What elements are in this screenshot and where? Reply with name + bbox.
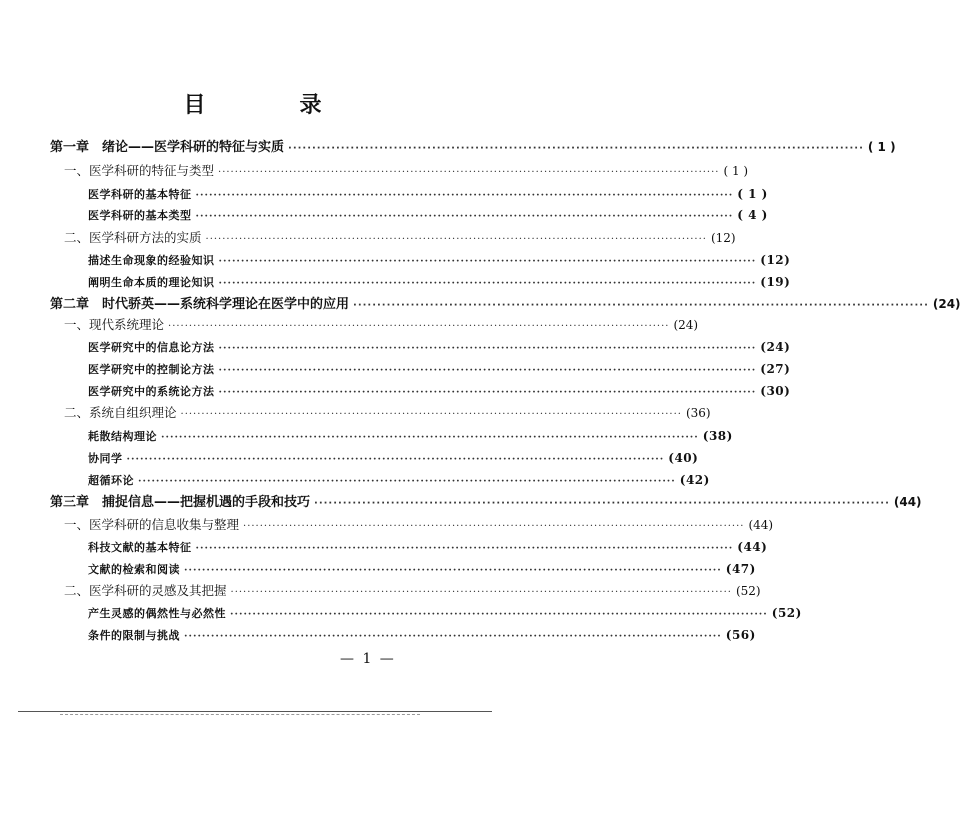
leader-dots: ························································································································ bbox=[218, 387, 757, 398]
bottom-rule-faint bbox=[60, 714, 420, 715]
leader-dots: ························································································································ bbox=[168, 321, 670, 332]
toc-section bbox=[64, 161, 749, 181]
toc-entry-label: 二、医学科研方法的实质 bbox=[64, 230, 202, 245]
toc-entry-page: ( 4 ) bbox=[737, 208, 768, 222]
leader-dots: ························································································································ bbox=[195, 211, 734, 222]
leader-dots: ························································································································ bbox=[314, 498, 890, 509]
toc-section bbox=[64, 515, 774, 535]
leader-dots: ························································································································ bbox=[195, 190, 734, 201]
toc-entry-page: (36) bbox=[685, 406, 711, 420]
toc-entry-label: 医学研究中的控制论方法 bbox=[88, 363, 215, 376]
toc-subsection bbox=[88, 184, 768, 204]
leader-dots: ························································································································ bbox=[230, 609, 768, 620]
toc-subsection bbox=[88, 625, 756, 645]
toc-subsection bbox=[88, 426, 733, 446]
toc-entry-page: (24) bbox=[673, 318, 699, 332]
toc-entry-label: 耗散结构理论 bbox=[88, 430, 157, 443]
leader-dots: ························································································································ bbox=[218, 256, 757, 267]
toc-entry-page: (24) bbox=[932, 297, 961, 311]
toc-entry-page: ( 1 ) bbox=[737, 187, 768, 201]
toc-entry-page: (40) bbox=[668, 451, 699, 465]
toc-subsection bbox=[88, 272, 791, 292]
leader-dots: ························································································································ bbox=[218, 343, 757, 354]
toc-subsection bbox=[88, 470, 710, 490]
leader-dots: ························································································································ bbox=[161, 432, 699, 443]
toc-entry-label: 第一章 绪论——医学科研的特征与实质 bbox=[50, 140, 285, 155]
toc-entry-label: 阐明生命本质的理论知识 bbox=[88, 276, 215, 289]
toc-entry-page: (52) bbox=[771, 606, 802, 620]
toc-entry-label: 医学研究中的信息论方法 bbox=[88, 341, 215, 354]
toc-entry-page: (42) bbox=[679, 473, 710, 487]
page-title: 目 录 bbox=[183, 93, 358, 118]
toc-entry-label: 产生灵感的偶然性与必然性 bbox=[88, 607, 226, 620]
toc-entry-label: 科技文献的基本特征 bbox=[88, 541, 192, 554]
toc-entry-page: (44) bbox=[748, 518, 774, 532]
toc-entry-page: (19) bbox=[760, 275, 791, 289]
toc-section bbox=[64, 581, 761, 601]
toc-subsection bbox=[88, 359, 791, 379]
toc-entry-label: 文献的检索和阅读 bbox=[88, 563, 180, 576]
toc-entry-label: 一、医学科研的信息收集与整理 bbox=[64, 517, 240, 532]
toc-entry-page: (44) bbox=[737, 540, 768, 554]
toc-entry-page: (52) bbox=[735, 584, 761, 598]
toc-entry-label: 条件的限制与挑战 bbox=[88, 629, 180, 642]
toc-entry-label: 医学研究中的系统论方法 bbox=[88, 385, 215, 398]
toc-entry-page: (27) bbox=[760, 362, 791, 376]
toc-entry-label: 二、系统自组织理论 bbox=[64, 405, 177, 420]
leader-dots: ························································································································ bbox=[184, 631, 722, 642]
toc-entry-label: 协同学 bbox=[88, 452, 123, 465]
leader-dots: ························································································································ bbox=[218, 278, 757, 289]
toc-entry-page: (30) bbox=[760, 384, 791, 398]
toc-entry-page: (12) bbox=[760, 253, 791, 267]
leader-dots: ························································································································ bbox=[126, 454, 665, 465]
leader-dots: ························································································································ bbox=[288, 143, 864, 154]
bottom-rule bbox=[18, 711, 492, 712]
leader-dots: ························································································································ bbox=[195, 543, 734, 554]
toc-subsection bbox=[88, 250, 791, 270]
toc-entry-label: 一、医学科研的特征与类型 bbox=[64, 163, 215, 178]
toc-entry-page: (24) bbox=[760, 340, 791, 354]
leader-dots: ························································································································ bbox=[180, 409, 682, 420]
toc-entry-page: (44) bbox=[893, 495, 922, 509]
toc-subsection bbox=[88, 537, 768, 557]
toc-chapter bbox=[50, 294, 961, 314]
leader-dots: ························································································································ bbox=[243, 521, 745, 532]
leader-dots: ························································································································ bbox=[218, 167, 720, 178]
toc-entry-label: 超循环论 bbox=[88, 474, 134, 487]
toc-entry-page: (56) bbox=[725, 628, 756, 642]
toc-entry-page: (38) bbox=[702, 429, 733, 443]
toc-entry-label: 第三章 捕捉信息——把握机遇的手段和技巧 bbox=[50, 495, 311, 510]
toc-chapter bbox=[50, 492, 922, 512]
toc-entry-label: 一、现代系统理论 bbox=[64, 317, 165, 332]
toc-entry-label: 二、医学科研的灵感及其把握 bbox=[64, 583, 227, 598]
leader-dots: ························································································································ bbox=[353, 300, 929, 311]
toc-subsection bbox=[88, 337, 791, 357]
leader-dots: ························································································································ bbox=[138, 476, 676, 487]
toc-entry-page: (12) bbox=[710, 231, 736, 245]
toc-section bbox=[64, 228, 736, 248]
toc-chapter bbox=[50, 137, 896, 157]
toc-entry-page: ( 1 ) bbox=[723, 164, 749, 178]
toc-entry-page: (47) bbox=[725, 562, 756, 576]
toc-entry-label: 医学科研的基本特征 bbox=[88, 188, 192, 201]
leader-dots: ························································································································ bbox=[230, 587, 732, 598]
leader-dots: ························································································································ bbox=[205, 234, 707, 245]
toc-section bbox=[64, 403, 711, 423]
toc-entry-label: 第二章 时代骄英——系统科学理论在医学中的应用 bbox=[50, 297, 350, 312]
leader-dots: ························································································································ bbox=[218, 365, 757, 376]
toc-subsection bbox=[88, 603, 802, 623]
toc-subsection bbox=[88, 448, 699, 468]
leader-dots: ························································································································ bbox=[184, 565, 722, 576]
toc-section bbox=[64, 315, 699, 335]
toc-subsection bbox=[88, 381, 791, 401]
toc-subsection bbox=[88, 559, 756, 579]
page-number: — 1 — bbox=[340, 651, 396, 667]
toc-subsection bbox=[88, 205, 768, 225]
toc-entry-label: 医学科研的基本类型 bbox=[88, 209, 192, 222]
toc-entry-page: ( 1 ) bbox=[867, 140, 896, 154]
toc-entry-label: 描述生命现象的经验知识 bbox=[88, 254, 215, 267]
